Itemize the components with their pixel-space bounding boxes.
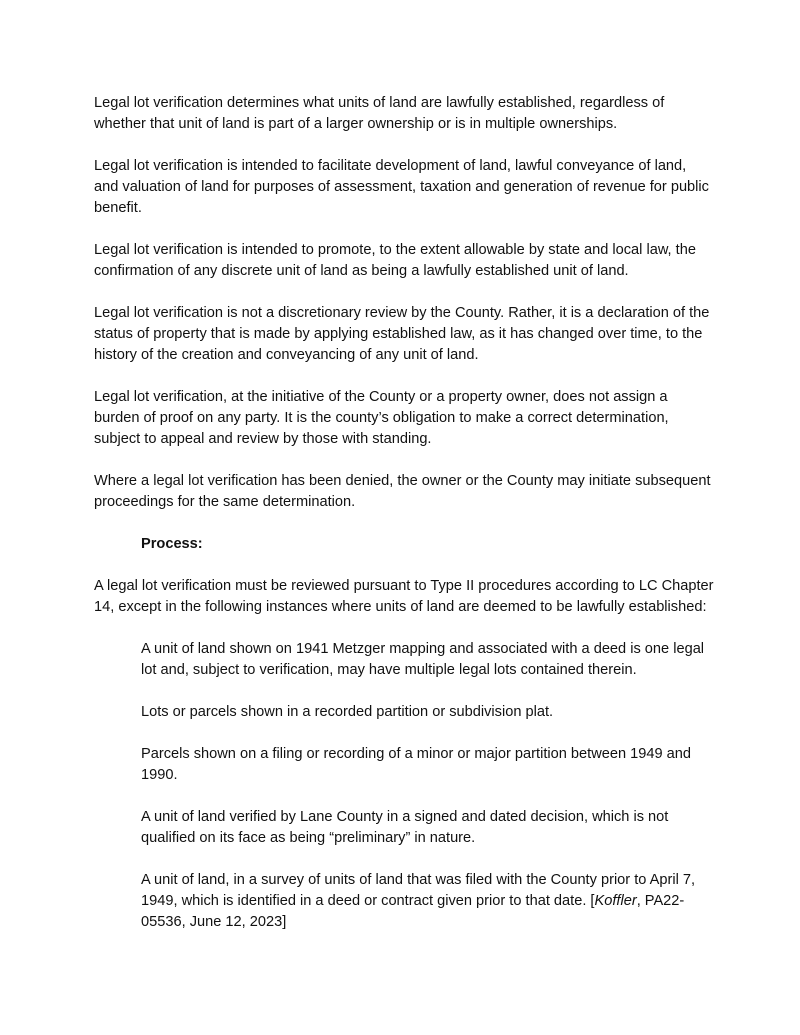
instance-item-plat: Lots or parcels shown in a recorded partition or subdivision plat. (141, 704, 554, 720)
paragraph-purpose-development: Legal lot verification is intended to facilitate development of land, lawful conveyance of land, and valuation of land for purposes of assessment, taxation and generation of revenue for public benefit. (94, 158, 709, 216)
process-intro: A legal lot verification must be reviewed pursuant to Type II procedures according to LC Chapter 14, except in the following instances where units of land are deemed to be lawfully established: (94, 578, 714, 615)
case-citation: , PA22-05536, June 12, 2023] (141, 893, 685, 930)
paragraph-burden-of-proof: Legal lot verification, at the initiative of the County or a property owner, does not assign a burden of proof on any party. It is the county’s obligation to make a correct determination, subject to appeal and review by those with standing. (94, 389, 669, 447)
paragraph-denial: Where a legal lot verification has been denied, the owner or the County may initiate subsequent proceedings for the same determination. (94, 473, 711, 510)
paragraph-purpose-promotion: Legal lot verification is intended to promote, to the extent allowable by state and local law, the confirmation of any discrete unit of land as being a lawfully established unit of land. (94, 242, 696, 279)
process-heading: Process: (141, 536, 203, 552)
paragraph-not-discretionary: Legal lot verification is not a discretionary review by the County. Rather, it is a declaration of the status of property that is made by applying established law, as it has changed over time, to the history of the creation and conveyancing of any unit of land. (94, 305, 710, 363)
case-name: Koffler (594, 893, 637, 909)
instance-survey-text: A unit of land, in a survey of units of land that was filed with the County prior to April 7, 1949, which is identified in a deed or contract given prior to that date. [ (141, 872, 696, 909)
instance-item-survey (141, 870, 714, 933)
instance-item-lane-county: A unit of land verified by Lane County in a signed and dated decision, which is not qualified on its face as being “preliminary” in nature. (141, 809, 669, 846)
instance-item-metzger: A unit of land shown on 1941 Metzger mapping and associated with a deed is one legal lot and, subject to verification, may have multiple legal lots contained therein. (141, 641, 705, 678)
instance-item-partition: Parcels shown on a filing or recording of a minor or major partition between 1949 and 1990. (141, 746, 692, 783)
paragraph-purpose-definition: Legal lot verification determines what units of land are lawfully established, regardless of whether that unit of land is part of a larger ownership or is in multiple ownerships. (94, 95, 665, 132)
document-page (94, 93, 714, 954)
